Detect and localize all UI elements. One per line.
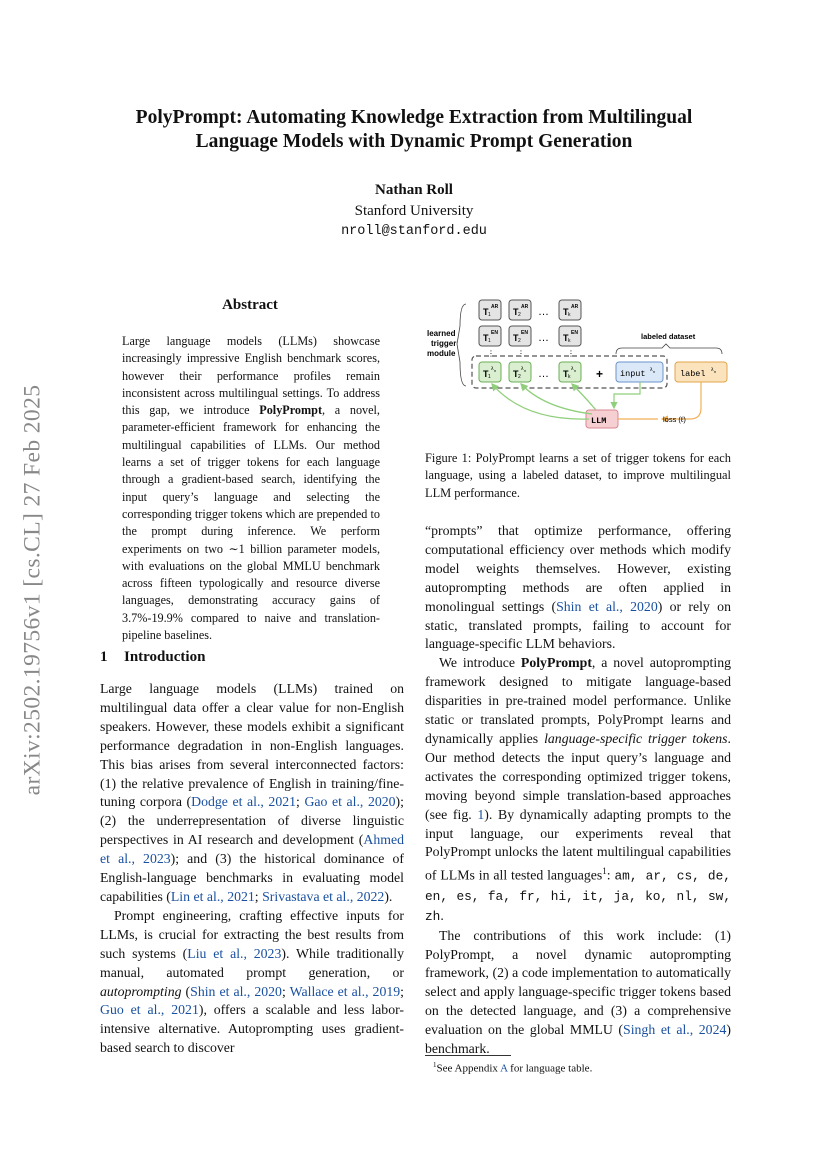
svg-text:n: n: [574, 368, 577, 373]
module-label-1: learned: [427, 329, 456, 338]
token-row-ar: [479, 300, 581, 320]
module-label-2: trigger: [431, 339, 457, 348]
figure-1-diagram: [424, 296, 734, 436]
citation-link[interactable]: Ahmed et al., 2023: [100, 832, 404, 867]
svg-text:AR: AR: [491, 304, 499, 310]
labeled-dataset-label: labeled dataset: [641, 332, 696, 341]
svg-text:n: n: [653, 369, 656, 374]
svg-text:T: T: [483, 333, 489, 343]
paragraph: “prompts” that optimize performance, offering computational efficiency over methods which modify model weights themselves. However, existing autoprompting methods are often applied in monolingual settings (Shin et al., 2020) or rely on static, translated prompts, failing to account for language-specific LLM behaviors.: [425, 523, 731, 652]
appendix-link[interactable]: A: [500, 1062, 508, 1075]
svg-text:AR: AR: [521, 304, 529, 310]
svg-text:EN: EN: [571, 330, 578, 336]
citation-link[interactable]: Shin et al., 2020: [190, 983, 282, 999]
section-number: 1: [100, 649, 108, 665]
svg-text:1: 1: [488, 338, 491, 344]
svg-text:λ: λ: [571, 366, 574, 372]
abstract-heading: Abstract: [222, 297, 278, 313]
svg-text:λ: λ: [491, 366, 494, 372]
author-affiliation: Stanford University: [354, 203, 474, 219]
svg-text:…: …: [538, 332, 549, 344]
svg-text:T: T: [513, 333, 519, 343]
citation-link[interactable]: Lin et al., 2021: [170, 888, 255, 904]
footnote: $^1$See Appendix A for language table.: [433, 1061, 593, 1075]
svg-text:…: …: [538, 306, 549, 318]
label-box: [675, 362, 727, 382]
llm-box: [586, 410, 618, 428]
arxiv-id: arXiv:2502.19756v1 [cs.CL] 27 Feb 2025: [19, 384, 46, 796]
svg-text:T: T: [563, 333, 569, 343]
citation-link[interactable]: Guo et al., 2021: [100, 1002, 199, 1018]
svg-text:λ: λ: [521, 366, 524, 372]
svg-text:EN: EN: [521, 330, 528, 336]
paragraph: Prompt engineering, crafting effective inputs for LLMs, is crucial for extracting the best results from such systems (Liu et al., 2023). While traditionally manual, automated prompt generation, or autoprompting (Shin et al., 2020; Wallace et al., 2019; Guo et al., 2021), offers a scalable and less labor-intensive alternative. Autoprompting uses gradient-based search to discover: [100, 907, 404, 1056]
svg-text:T: T: [563, 369, 569, 379]
svg-text:k: k: [568, 338, 571, 344]
language-codes: am, ar, cs, de, en, es, fa, fr, hi, it, ja, ko, nl, sw, zh: [425, 868, 731, 924]
author-name: Nathan Roll: [375, 182, 453, 198]
svg-text:T: T: [513, 369, 519, 379]
title-line-2: Language Models with Dynamic Prompt Generation: [195, 131, 633, 152]
svg-text:⋮: ⋮: [487, 349, 495, 358]
svg-text:EN: EN: [491, 330, 498, 336]
left-column: [100, 680, 404, 1058]
figure-ref-link[interactable]: 1: [477, 806, 485, 822]
svg-text:k: k: [568, 374, 571, 380]
svg-text:label: label: [680, 369, 706, 379]
loss-label: loss (ℓ): [663, 415, 686, 424]
figure-1-caption: Figure 1: PolyPrompt learns a set of trigger tokens for each language, using a labeled dataset, to improve multilingual LLM performance.: [425, 451, 731, 500]
abstract-text: Large language models (LLMs) showcase increasingly impressive English benchmark scores, however their performance profiles remain inconsistent across multilingual settings. To address this gap, we introduce: [122, 334, 380, 418]
arxiv-sidebar: [8, 320, 58, 860]
svg-text:λ: λ: [711, 367, 714, 373]
svg-text:k: k: [568, 312, 571, 318]
citation-link[interactable]: Srivastava et al., 2022: [262, 888, 385, 904]
svg-text:T: T: [563, 307, 569, 317]
citation-link[interactable]: Gao et al., 2020: [304, 794, 396, 810]
citation-link[interactable]: Dodge et al., 2021: [191, 794, 297, 810]
svg-text:LLM: LLM: [591, 416, 607, 426]
citation-link[interactable]: Liu et al., 2023: [187, 945, 282, 961]
abstract-method-name: PolyPrompt: [259, 403, 323, 418]
svg-text:1: 1: [488, 312, 491, 318]
footnote-mark[interactable]: 1: [602, 866, 607, 877]
paragraph: We introduce PolyPrompt, a novel autoprompting framework designed to mitigate language-based disparities in pre-trained model performance. Unlike static or translated prompts, PolyPrompt learns and dynamically applies language-specific trigger tokens. Our method detects the input query’s language and activates the corresponding optimized trigger tokens, moving beyond simple translation-based approaches (see fig. 1). By dynamically adapting prompts to the input language, our experiments reveal that PolyPrompt unlocks the latent multilingual capabilities of LLMs in all tested languages$^1$: am, ar, cs, de, en, es, fa, fr, hi, it, ja, ko, nl, sw, zh.: [425, 655, 732, 924]
abstract-text: , a novel, parameter-efficient framework for enhancing the multilingual capabilities of LLMs. Our method learns a set of trigger tokens for each language through a gradient-based search, identifying the input query’s language and selecting the corresponding trigger tokens which are prepended to the prompt during inference. We perform experiments on two ∼1 billion parameter models, with evaluations on the global MMLU benchmark across fifteen typologically and resource diverse languages, demonstrating accuracy gains of 3.7%-19.9% compared to naive and translation-pipeline baselines.: [122, 403, 380, 643]
svg-text:T: T: [483, 369, 489, 379]
token-row-lambda: [479, 362, 581, 382]
svg-text:2: 2: [518, 374, 521, 380]
paragraph: The contributions of this work include: (1) PolyPrompt, a novel dynamic autoprompting framework, (2) a code implementation to automatically select and apply language-specific trigger tokens based on the detected language, and (3) a comprehensive evaluation on the global MMLU (Singh et al., 2024) benchmark.: [425, 927, 731, 1057]
token-row-en: [479, 326, 581, 346]
svg-text:2: 2: [518, 338, 521, 344]
paper-title: [60, 106, 768, 154]
svg-text:n: n: [714, 369, 717, 374]
author-email: nroll@stanford.edu: [341, 224, 487, 239]
svg-text:input: input: [620, 369, 646, 379]
paragraph: Large language models (LLMs) trained on multilingual data offer a clear value for non-English speakers. However, these models exhibit a significant performance degradation in non-English languages. This bias arises from several interconnected factors: (1) the relative prevalence of English in training/fine-tuning corpora (Dodge et al., 2021; Gao et al., 2020); (2) the underrepresentation of diverse linguistic perspectives in AI research and development (Ahmed et al., 2023); and (3) the historical dominance of English-language benchmarks in evaluating model capabilities (Lin et al., 2021; Srivastava et al., 2022).: [100, 681, 404, 904]
citation-link[interactable]: Wallace et al., 2019: [289, 983, 401, 999]
svg-text:T: T: [513, 307, 519, 317]
footnote-rule: [425, 1055, 511, 1056]
input-box: [616, 362, 663, 382]
svg-text:1: 1: [488, 374, 491, 380]
svg-text:⋮: ⋮: [517, 349, 525, 358]
svg-text:AR: AR: [571, 304, 579, 310]
citation-link[interactable]: Singh et al., 2024: [623, 1022, 727, 1038]
svg-text:2: 2: [518, 312, 521, 318]
abstract-body: [122, 333, 380, 644]
right-column: [425, 522, 731, 1059]
module-label-3: module: [427, 349, 456, 358]
plus-sign: +: [596, 367, 604, 381]
citation-link[interactable]: Shin et al., 2020: [556, 598, 658, 614]
svg-text:T: T: [483, 307, 489, 317]
svg-text:λ: λ: [650, 367, 653, 373]
svg-text:n: n: [524, 368, 527, 373]
section-heading: [100, 649, 205, 666]
svg-text:…: …: [538, 368, 549, 380]
section-title: Introduction: [124, 649, 206, 665]
svg-text:⋮: ⋮: [567, 349, 575, 358]
svg-text:n: n: [494, 368, 497, 373]
title-line-1: PolyPrompt: Automating Knowledge Extraction from Multilingual: [135, 107, 693, 128]
